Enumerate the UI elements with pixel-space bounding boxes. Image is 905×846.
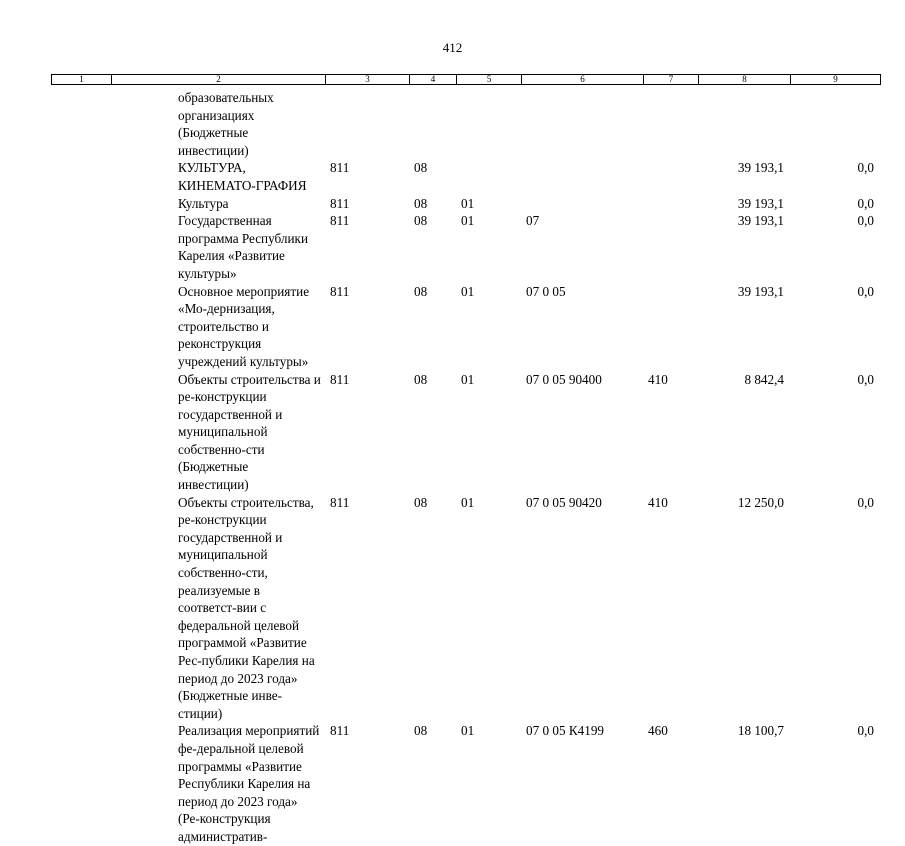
cell-col-4: 08 <box>414 195 428 211</box>
header-col-1: 1 <box>52 75 112 85</box>
budget-table <box>51 89 880 846</box>
cell-col-8: 39 193,1 <box>737 195 784 211</box>
cell-col-9: 0,0 <box>857 160 874 176</box>
cell-col-4: 08 <box>414 160 428 176</box>
row-name-cell: Объекты строительства и ре-конструкции государственной и муниципальной собственно-сти (Бюджетные инвестиции) <box>178 371 321 493</box>
header-col-6: 6 <box>522 75 644 85</box>
cell-col-9: 0,0 <box>857 723 874 739</box>
cell-col-4: 08 <box>414 494 428 510</box>
header-col-8: 8 <box>699 75 791 85</box>
cell-col-3: 811 <box>330 213 350 229</box>
cell-col-8: 12 250,0 <box>737 494 784 510</box>
cell-col-8: 39 193,1 <box>737 283 784 299</box>
header-col-5: 5 <box>457 75 522 85</box>
table-row <box>51 195 880 213</box>
column-number-header <box>51 74 881 85</box>
empty-cell <box>51 494 111 723</box>
row-name-cell: Реализация мероприятий фе-деральной целевой программы «Развитие Республики Карелия на период до 2023 года» (Ре-конструкция административ- <box>178 723 320 844</box>
cell-col-9: 0,0 <box>857 195 874 211</box>
cell-col-6 <box>521 159 643 194</box>
cell-col-8: 39 193,1 <box>737 213 784 229</box>
table-row <box>51 722 880 845</box>
cell-col-4 <box>409 89 456 159</box>
header-col-2: 2 <box>112 75 326 85</box>
header-col-9: 9 <box>791 75 881 85</box>
cell-col-7: 460 <box>648 723 668 739</box>
cell-col-8: 39 193,1 <box>737 160 784 176</box>
table-row <box>51 159 880 194</box>
cell-col-7 <box>643 159 698 194</box>
empty-cell <box>51 89 111 159</box>
cell-col-3: 811 <box>330 283 350 299</box>
page-number: 412 <box>442 40 463 55</box>
cell-col-9 <box>790 89 880 159</box>
row-name-cell: образовательных организациях (Бюджетные инвестиции) <box>178 90 274 158</box>
cell-col-6: 07 0 05 90400 <box>526 371 602 387</box>
cell-col-5: 01 <box>461 283 475 299</box>
row-name-cell: Культура <box>178 195 229 211</box>
cell-col-6 <box>521 195 643 213</box>
cell-col-7 <box>643 89 698 159</box>
header-col-4: 4 <box>410 75 457 85</box>
empty-cell <box>51 283 111 371</box>
cell-col-6: 07 0 05 К4199 <box>526 723 605 739</box>
cell-col-7: 410 <box>648 494 668 510</box>
cell-col-5: 01 <box>461 195 475 211</box>
cell-col-3: 811 <box>330 723 350 739</box>
cell-col-9: 0,0 <box>857 371 874 387</box>
row-name-cell: Государственная программа Республики Карелия «Развитие культуры» <box>178 213 309 281</box>
cell-col-3: 811 <box>330 195 350 211</box>
cell-col-8 <box>698 89 790 159</box>
table-row <box>51 89 880 159</box>
empty-cell <box>51 371 111 494</box>
cell-col-7 <box>643 212 698 282</box>
cell-col-9: 0,0 <box>857 213 874 229</box>
empty-cell <box>51 212 111 282</box>
empty-cell <box>51 722 111 845</box>
cell-col-3: 811 <box>330 160 350 176</box>
cell-col-4: 08 <box>414 213 428 229</box>
cell-col-8: 8 842,4 <box>744 371 784 387</box>
cell-col-3: 811 <box>330 371 350 387</box>
cell-col-5 <box>456 159 521 194</box>
table-row <box>51 212 880 282</box>
cell-col-7: 410 <box>648 371 668 387</box>
cell-col-4: 08 <box>414 723 428 739</box>
header-col-3: 3 <box>326 75 410 85</box>
cell-col-3 <box>325 89 409 159</box>
cell-col-6: 07 0 05 90420 <box>526 494 602 510</box>
cell-col-6: 07 <box>526 213 540 229</box>
cell-col-5: 01 <box>461 723 475 739</box>
cell-col-5: 01 <box>461 494 475 510</box>
cell-col-6 <box>521 89 643 159</box>
cell-col-4: 08 <box>414 283 428 299</box>
table-row <box>51 371 880 494</box>
cell-col-9: 0,0 <box>857 494 874 510</box>
cell-col-5 <box>456 89 521 159</box>
empty-cell <box>51 159 111 194</box>
table-row <box>51 283 880 371</box>
cell-col-4: 08 <box>414 371 428 387</box>
row-name-cell: Основное мероприятие «Мо-дернизация, строительство и реконструкция учреждений культуры» <box>178 283 310 369</box>
cell-col-7 <box>643 195 698 213</box>
cell-col-5: 01 <box>461 213 475 229</box>
cell-col-7 <box>643 283 698 371</box>
cell-col-6: 07 0 05 <box>526 283 566 299</box>
empty-cell <box>51 195 111 213</box>
header-col-7: 7 <box>644 75 699 85</box>
cell-col-9: 0,0 <box>857 283 874 299</box>
cell-col-5: 01 <box>461 371 475 387</box>
cell-col-3: 811 <box>330 494 350 510</box>
row-name-cell: КУЛЬТУРА, КИНЕМАТО-ГРАФИЯ <box>178 160 307 193</box>
row-name-cell: Объекты строительства, ре-конструкции государственной и муниципальной собственно-сти, реализуемые в соответст-вии с федеральной целевой программой «Развитие Рес-публики Карелия на период до 2023 года» (Бюджетные инве-стиции) <box>178 494 315 721</box>
cell-col-8: 18 100,7 <box>737 723 784 739</box>
table-row <box>51 494 880 723</box>
